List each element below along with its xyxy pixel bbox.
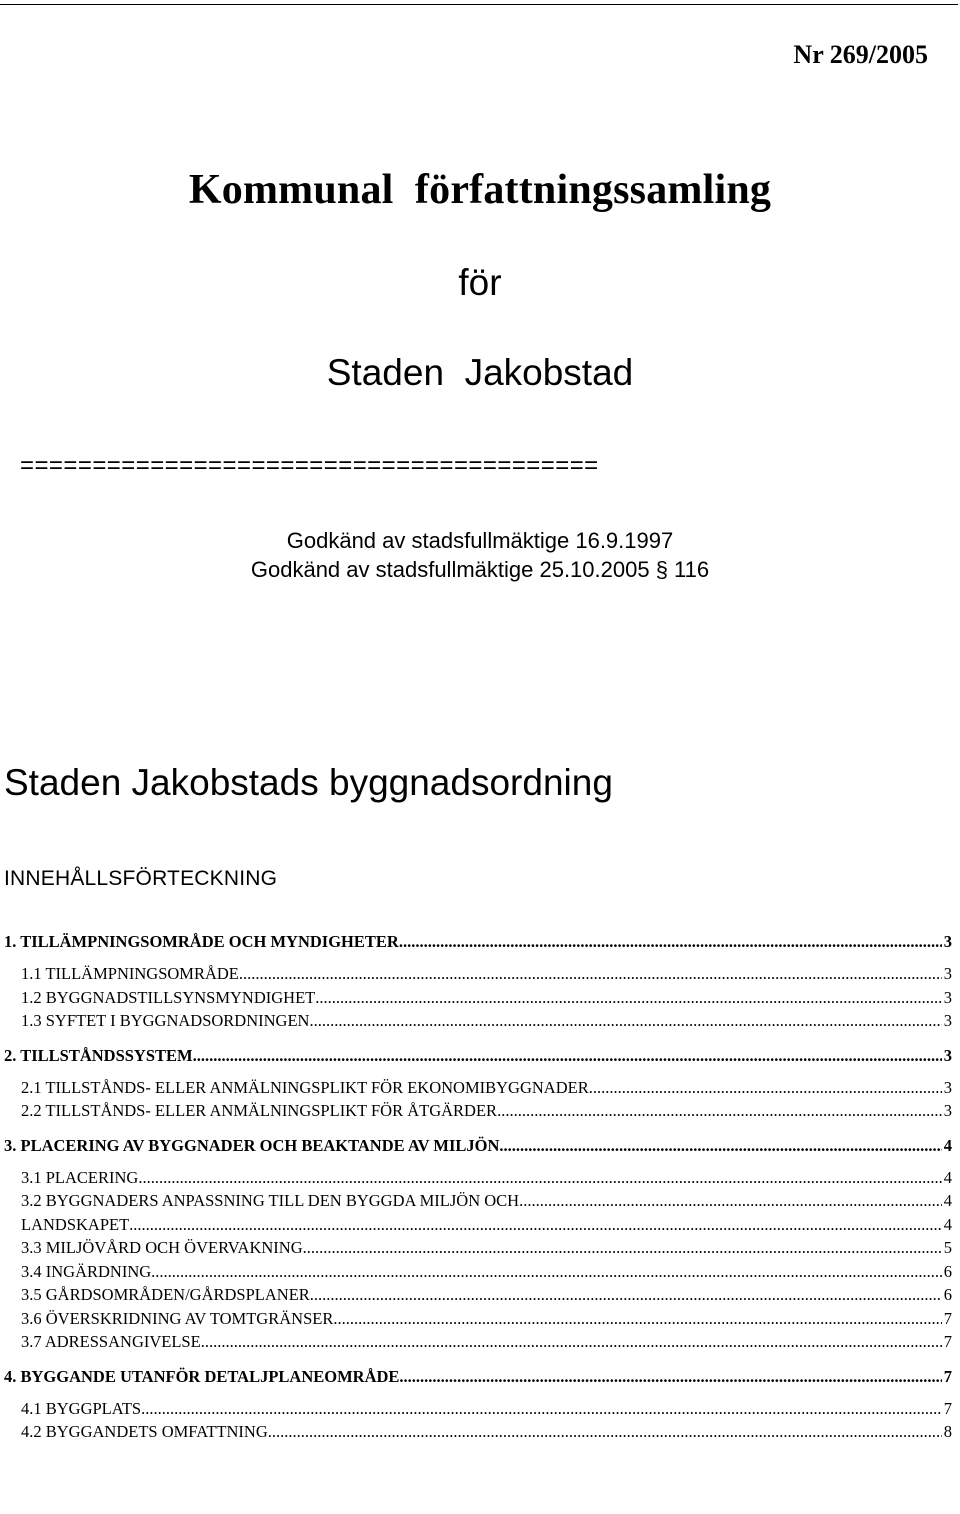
toc-entry[interactable] — [4, 1397, 952, 1421]
toc-entry-page: 3 — [943, 1045, 952, 1065]
toc-leader-dots — [129, 1213, 942, 1237]
toc-leader-dots — [268, 1420, 942, 1444]
toc-leader-dots — [499, 1134, 941, 1158]
toc-entry-page: 7 — [943, 1332, 952, 1351]
toc-entry-page: 3 — [943, 987, 952, 1007]
toc-entry-page: 3 — [943, 1011, 952, 1030]
toc-entry-page: 5 — [943, 1238, 952, 1257]
toc-leader-dots — [589, 1076, 942, 1100]
toc-leader-dots — [138, 1166, 941, 1190]
toc-entry[interactable] — [4, 986, 952, 1010]
approval-line-2: Godkänd av stadsfullmäktige 25.10.2005 § 116 — [250, 557, 710, 582]
toc-leader-dots — [399, 1365, 941, 1389]
toc-entry[interactable] — [4, 930, 952, 954]
toc-entry[interactable] — [4, 1099, 952, 1123]
toc-entry-page: 7 — [943, 1366, 952, 1386]
toc-leader-dots — [141, 1397, 942, 1421]
toc-leader-dots — [239, 962, 942, 986]
toc-entry[interactable] — [4, 1283, 952, 1307]
toc-entry-label: 4. BYGGANDE UTANFÖR DETALJPLANEOMRÅDE — [4, 1366, 400, 1386]
approval-line-1: Godkänd av stadsfullmäktige 16.9.1997 — [286, 528, 674, 553]
toc-entry-label: 4.2 BYGGANDETS OMFATTNING — [21, 1422, 268, 1441]
toc-entry[interactable] — [4, 1365, 952, 1389]
toc-entry-page: 3 — [943, 932, 952, 951]
toc-entry[interactable] — [4, 1009, 952, 1033]
toc-leader-dots — [201, 1330, 942, 1354]
toc-entry-label: 3.3 MILJÖVÅRD OCH ÖVERVAKNING — [21, 1238, 303, 1257]
separator-line: ======================================== — [20, 452, 599, 479]
toc-leader-dots — [309, 1009, 941, 1033]
toc-entry-label: 2. TILLSTÅNDSSYSTEM — [4, 1045, 193, 1065]
toc-entry-label: 2.1 TILLSTÅNDS- ELLER ANMÄLNINGSPLIKT FÖR EKONOMIBYGGNADER — [21, 1077, 589, 1097]
toc-entry-label: LANDSKAPET — [21, 1214, 130, 1234]
toc-entry[interactable] — [4, 1236, 952, 1260]
toc-entry[interactable] — [4, 1076, 952, 1100]
toc-entry-label: 4.1 BYGGPLATS — [21, 1398, 142, 1418]
toc-entry-page: 4 — [943, 1214, 952, 1234]
toc-entry-label: 3. PLACERING AV BYGGNADER OCH BEAKTANDE AV MILJÖN — [4, 1135, 500, 1155]
table-of-contents — [4, 930, 952, 1444]
toc-entry-label: 3.1 PLACERING — [21, 1167, 139, 1187]
toc-entry-page: 6 — [943, 1285, 952, 1304]
toc-entry-page: 3 — [943, 1077, 952, 1097]
collection-title: Kommunal författningssamling — [188, 167, 772, 213]
toc-entry-label: 3.5 GÅRDSOMRÅDEN/GÅRDSPLANER — [21, 1285, 310, 1304]
toc-entry-page: 8 — [943, 1422, 952, 1441]
toc-leader-dots — [497, 1099, 942, 1123]
city-line: Staden Jakobstad — [326, 352, 634, 393]
toc-entry-label: 1.1 TILLÄMPNINGSOMRÅDE — [21, 964, 239, 983]
toc-entry[interactable] — [4, 962, 952, 986]
toc-entry[interactable] — [4, 1189, 952, 1213]
toc-leader-dots — [519, 1189, 942, 1213]
toc-entry-label: 1.3 SYFTET I BYGGNADSORDNINGEN — [21, 1011, 310, 1030]
toc-entry-label: 2.2 TILLSTÅNDS- ELLER ANMÄLNINGSPLIKT FÖR ÅTGÄRDER — [21, 1101, 498, 1120]
toc-entry[interactable] — [4, 1166, 952, 1190]
toc-entry-label: 3.4 INGÄRDNING — [21, 1261, 152, 1281]
toc-entry-page: 4 — [943, 1167, 952, 1187]
toc-entry-page: 6 — [943, 1261, 952, 1281]
toc-leader-dots — [399, 930, 942, 954]
toc-leader-dots — [303, 1236, 942, 1260]
document-number: Nr 269/2005 — [793, 40, 928, 69]
toc-entry[interactable] — [4, 1260, 952, 1284]
for-line: för — [458, 262, 502, 303]
toc-entry[interactable] — [4, 1420, 952, 1444]
toc-leader-dots — [310, 1283, 942, 1307]
toc-entry[interactable] — [4, 1307, 952, 1331]
toc-entry[interactable] — [4, 1134, 952, 1158]
toc-heading: INNEHÅLLSFÖRTECKNING — [4, 867, 278, 890]
toc-entry-page: 7 — [943, 1398, 952, 1418]
toc-entry[interactable] — [4, 1213, 952, 1237]
toc-entry-label: 3.6 ÖVERSKRIDNING AV TOMTGRÄNSER — [21, 1308, 334, 1328]
toc-entry-page: 3 — [943, 964, 952, 983]
toc-entry-label: 1.2 BYGGNADSTILLSYNSMYNDIGHET — [21, 987, 316, 1007]
toc-leader-dots — [193, 1044, 942, 1068]
toc-leader-dots — [333, 1307, 941, 1331]
toc-entry-page: 4 — [943, 1135, 952, 1155]
toc-entry-label: 1. TILLÄMPNINGSOMRÅDE OCH MYNDIGHETER — [4, 932, 399, 951]
toc-entry-page: 3 — [943, 1101, 952, 1120]
toc-leader-dots — [151, 1260, 942, 1284]
toc-entry[interactable] — [4, 1044, 952, 1068]
toc-entry-label: 3.7 ADRESSANGIVELSE — [21, 1332, 201, 1351]
toc-entry-label: 3.2 BYGGNADERS ANPASSNING TILL DEN BYGGDA MILJÖN OCH — [21, 1191, 520, 1210]
document-title: Staden Jakobstads byggnadsordning — [4, 762, 613, 803]
toc-entry[interactable] — [4, 1330, 952, 1354]
toc-leader-dots — [315, 986, 942, 1010]
toc-entry-page: 7 — [943, 1308, 952, 1328]
toc-entry-page: 4 — [943, 1191, 952, 1210]
top-rule — [0, 4, 958, 5]
